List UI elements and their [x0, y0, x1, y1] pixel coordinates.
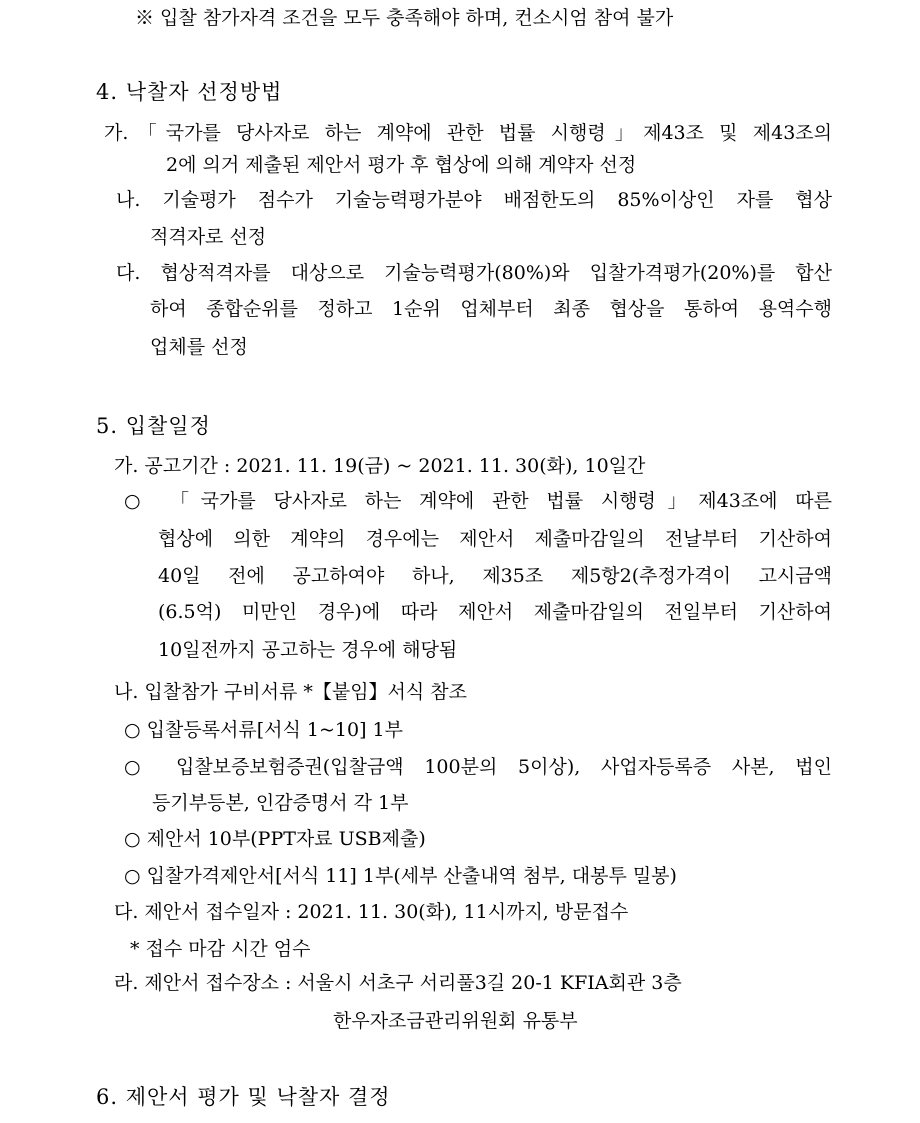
eligibility-note: ※ 입찰 참가자격 조건을 모두 충족해야 하며, 컨소시엄 참여 불가 — [135, 7, 674, 29]
section-5-na-doc-4: ○ 입찰가격제안서[서식 11] 1부(세부 산출내역 첨부, 대봉투 밀봉) — [124, 865, 677, 887]
section-5-item-ra: 라. 제안서 접수장소 : 서울시 서초구 서리풀3길 20-1 KFIA회관 3층 — [114, 972, 682, 994]
section-5-ga-note-line2: 협상에 의한 계약의 경우에는 제안서 제출마감일의 전날부터 기산하여 — [158, 528, 832, 550]
section-5-ga-note-line1: ○ 「국가를 당사자로 하는 계약에 관한 법률 시행령」제43조에 따른 — [124, 490, 832, 512]
section-5-heading: 5. 입찰일정 — [96, 414, 211, 438]
section-4-heading: 4. 낙찰자 선정방법 — [96, 80, 283, 104]
section-5-na-doc-1: ○ 입찰등록서류[서식 1~10] 1부 — [124, 719, 403, 741]
section-5-na-doc-2-line2: 등기부등본, 인감증명서 각 1부 — [152, 792, 409, 814]
section-5-ga-note-line4: (6.5억) 미만인 경우)에 따라 제안서 제출마감일의 전일부터 기산하여 — [158, 601, 832, 623]
section-4-item-da-line1: 다. 협상적격자를 대상으로 기술능력평가(80%)와 입찰가격평가(20%)를 합산 — [116, 262, 832, 284]
section-5-na-doc-2-line1: ○ 입찰보증보험증권(입찰금액 100분의 5이상), 사업자등록증 사본, 법인 — [124, 756, 832, 778]
section-5-na-doc-3: ○ 제안서 10부(PPT자료 USB제출) — [124, 828, 426, 850]
section-5-item-ga: 가. 공고기간 : 2021. 11. 19(금) ~ 2021. 11. 30(화), 10일간 — [114, 455, 646, 477]
section-5-ga-note-line5: 10일전까지 공고하는 경우에 해당됨 — [158, 639, 458, 661]
section-5-da-note: * 접수 마감 시간 엄수 — [130, 938, 311, 960]
section-4-item-da-line2: 하여 종합순위를 정하고 1순위 업체부터 최종 협상을 통하여 용역수행 — [150, 298, 832, 320]
section-4-item-ga-line1: 가.「국가를 당사자로 하는 계약에 관한 법률 시행령」제43조 및 제43조의 — [104, 122, 832, 144]
section-4-item-na-line1: 나. 기술평가 점수가 기술능력평가분야 배점한도의 85%이상인 자를 협상 — [116, 189, 832, 211]
section-4-item-da-line3: 업체를 선정 — [150, 336, 248, 358]
section-5-item-da: 다. 제안서 접수일자 : 2021. 11. 30(화), 11시까지, 방문접수 — [114, 901, 629, 923]
section-6-heading: 6. 제안서 평가 및 낙찰자 결정 — [96, 1085, 391, 1109]
section-5-item-na: 나. 입찰참가 구비서류 *【붙임】서식 참조 — [114, 681, 468, 703]
section-4-item-na-line2: 적격자로 선정 — [150, 226, 267, 248]
section-5-ra-line2: 한우자조금관리위원회 유통부 — [333, 1010, 578, 1032]
section-5-ga-note-line3: 40일 전에 공고하여야 하나, 제35조 제5항2(추정가격이 고시금액 — [158, 565, 832, 587]
section-4-item-ga-line2: 2에 의거 제출된 제안서 평가 후 협상에 의해 계약자 선정 — [166, 154, 637, 176]
